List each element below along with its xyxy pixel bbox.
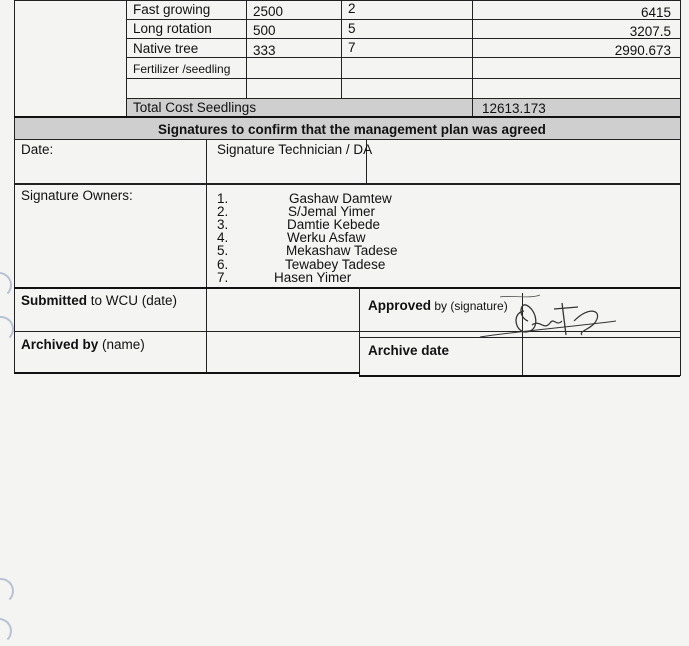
seedling-name: Long rotation [133, 21, 212, 36]
owner-name: Mekashaw Tadese [286, 243, 398, 258]
total-value: 12613.173 [482, 101, 546, 116]
binder-hole-mark [0, 272, 12, 298]
owner-number: 5. [217, 243, 229, 258]
seedling-cost: 6415 [640, 5, 671, 20]
date-label: Date: [21, 142, 54, 157]
owner-name: S/Jemal Yimer [288, 204, 376, 219]
owners-label: Signature Owners: [21, 188, 133, 203]
seedling-cost: 2990.673 [614, 43, 671, 58]
owner-number: 4. [217, 230, 229, 245]
seedling-name: Fast growing [133, 2, 211, 17]
technician-label: Signature Technician / DA [217, 142, 373, 157]
owner-name: Werku Asfaw [287, 230, 366, 245]
seedling-qty: 2500 [253, 4, 284, 19]
binder-hole-mark [0, 618, 12, 644]
total-label: Total Cost Seedlings [133, 100, 257, 115]
owner-number: 6. [217, 257, 229, 272]
owner-number: 7. [217, 270, 229, 285]
owner-name: Hasen Yimer [274, 270, 352, 285]
owner-number: 2. [217, 204, 229, 219]
owner-number: 1. [217, 191, 229, 206]
binder-hole-mark [0, 578, 14, 604]
binder-hole-mark [0, 316, 14, 342]
owner-name: Gashaw Damtew [289, 191, 392, 206]
archived-by-label: Archived by (name) [21, 337, 145, 352]
seedling-qty: 500 [253, 23, 276, 38]
approval-signature [470, 291, 620, 347]
seedling-count: 7 [348, 40, 356, 55]
seedling-name: Fertilizer /seedling [133, 62, 231, 76]
signature-heading: Signatures to confirm that the management plan was agreed [158, 122, 546, 137]
seedling-qty: 333 [253, 43, 276, 58]
seedling-count: 2 [348, 1, 356, 16]
approved-label: Approved by (signature) [368, 298, 508, 313]
owner-number: 3. [217, 217, 229, 232]
submitted-label: Submitted to WCU (date) [21, 293, 178, 308]
seedling-count: 5 [348, 21, 356, 36]
owner-name: Damtie Kebede [287, 217, 381, 232]
seedling-name: Native tree [133, 41, 199, 56]
seedling-cost: 3207.5 [629, 24, 671, 39]
owner-name: Tewabey Tadese [285, 257, 386, 272]
archive-date-label: Archive date [368, 343, 450, 358]
